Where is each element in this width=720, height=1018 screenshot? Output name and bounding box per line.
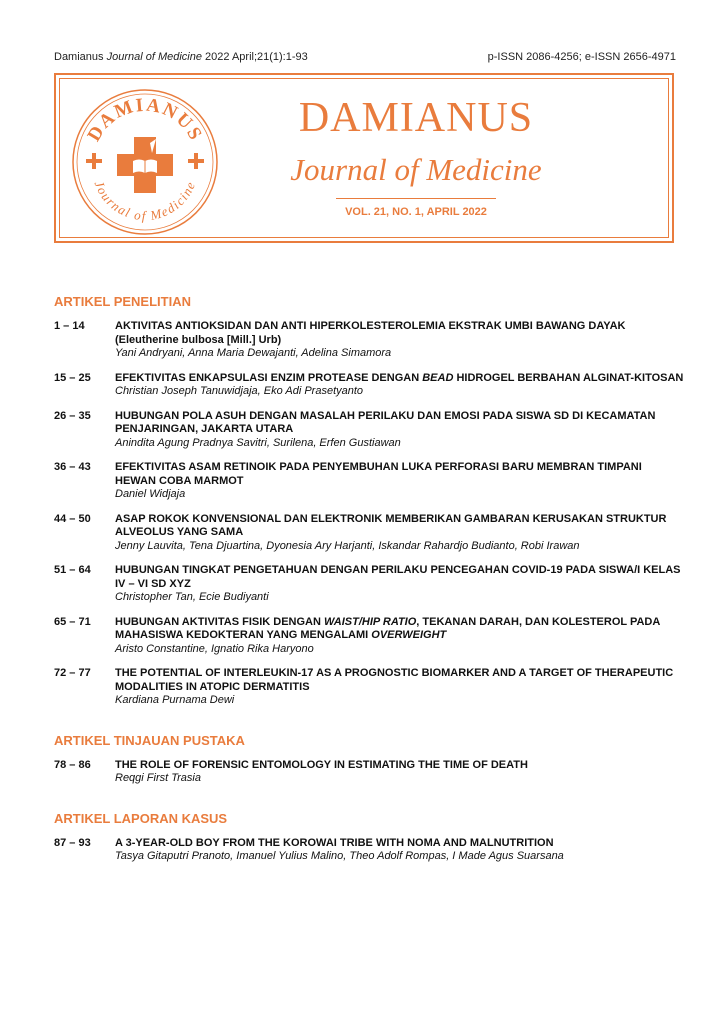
journal-logo-icon <box>70 87 220 237</box>
article-pages: 1 – 14 <box>54 320 85 332</box>
article-authors: Anindita Agung Pradnya Savitri, Surilena, Erfen Gustiawan <box>115 436 401 449</box>
article-authors: Kardiana Purnama Dewi <box>115 694 235 706</box>
article-authors: Aristo Constantine, Ignatio Rika Haryono <box>115 642 314 655</box>
article-pages: 36 – 43 <box>54 461 91 473</box>
volume-info: VOL. 21, NO. 1, APRIL 2022 <box>345 206 487 218</box>
logo-bottom-text: Journal of Medicine <box>91 178 199 224</box>
article-authors: Daniel Widjaja <box>115 488 186 500</box>
article-entry[interactable] <box>54 461 684 502</box>
article-entry[interactable] <box>54 759 684 786</box>
article-entry[interactable] <box>54 616 684 657</box>
article-entry[interactable] <box>54 667 684 708</box>
table-of-contents <box>54 294 684 875</box>
masthead-divider <box>336 198 496 199</box>
article-authors: Christopher Tan, Ecie Budiyanti <box>115 591 269 603</box>
article-title: EFEKTIVITAS ASAM RETINOIK PADA PENYEMBUHAN LUKA PERFORASI BARU MEMBRAN TIMPANI HEWAN COBA MARMOT <box>115 461 642 487</box>
article-title: A 3-YEAR-OLD BOY FROM THE KOROWAI TRIBE WITH NOMA AND MALNUTRITION <box>115 836 554 849</box>
article-title: THE ROLE OF FORENSIC ENTOMOLOGY IN ESTIMATING THE TIME OF DEATH <box>115 758 528 771</box>
logo-top-text: DAMIANUS <box>83 94 207 146</box>
article-authors: Christian Joseph Tanuwidjaja, Eko Adi Prasetyanto <box>115 385 364 397</box>
journal-subtitle: Journal of Medicine <box>290 152 542 187</box>
article-title: HUBUNGAN AKTIVITAS FISIK DENGAN WAIST/HIP RATIO, TEKANAN DARAH, DAN KOLESTEROL PADA MAHASISWA KEDOKTERAN YANG MENGALAMI OVERWEIGHT <box>115 615 660 641</box>
article-entry[interactable] <box>54 320 684 361</box>
article-pages: 15 – 25 <box>54 371 91 384</box>
article-entry[interactable] <box>54 410 684 451</box>
article-pages: 78 – 86 <box>54 758 91 771</box>
citation-text: Damianus Journal of Medicine 2022 April;21(1):1-93 <box>54 51 308 63</box>
article-entry[interactable] <box>54 837 684 864</box>
article-title: ASAP ROKOK KONVENSIONAL DAN ELEKTRONIK MEMBERIKAN GAMBARAN KERUSAKAN STRUKTUR ALVEOLUS YANG SAMA <box>115 512 667 538</box>
journal-masthead <box>54 73 674 243</box>
section-heading-research: ARTIKEL PENELITIAN <box>54 294 191 309</box>
article-title: THE POTENTIAL OF INTERLEUKIN-17 AS A PROGNOSTIC BIOMARKER AND A TARGET OF THERAPEUTIC MODALITIES IN ATOPIC DERMATITIS <box>115 667 674 693</box>
article-pages: 65 – 71 <box>54 615 91 628</box>
journal-title: DAMIANUS <box>298 95 534 141</box>
masthead-inner-frame <box>59 78 669 238</box>
article-authors: Jenny Lauvita, Tena Djuartina, Dyonesia Ary Harjanti, Iskandar Rahardjo Budianto, Robi Irawan <box>115 539 580 552</box>
article-authors: Yani Andryani, Anna Maria Dewajanti, Adelina Simamora <box>115 347 392 359</box>
article-pages: 44 – 50 <box>54 512 91 525</box>
article-title: AKTIVITAS ANTIOKSIDAN DAN ANTI HIPERKOLESTEROLEMIA EKSTRAK UMBI BAWANG DAYAK (Eleutherine bulbosa [Mill.] Urb) <box>115 320 626 346</box>
section-heading-review: ARTIKEL TINJAUAN PUSTAKA <box>54 732 245 748</box>
article-authors: Tasya Gitaputri Pranoto, Imanuel Yulius Malino, Theo Adolf Rompas, I Made Agus Suarsana <box>115 850 564 862</box>
article-entry[interactable] <box>54 372 684 399</box>
issn-text: p-ISSN 2086-4256; e-ISSN 2656-4971 <box>487 51 676 63</box>
article-pages: 72 – 77 <box>54 667 91 679</box>
article-title: HUBUNGAN TINGKAT PENGETAHUAN DENGAN PERILAKU PENCEGAHAN COVID-19 PADA SISWA/I KELAS IV – VI SD XYZ <box>115 564 681 590</box>
article-title: HUBUNGAN POLA ASUH DENGAN MASALAH PERILAKU DAN EMOSI PADA SISWA SD DI KECAMATAN PENJARINGAN, JAKARTA UTARA <box>115 409 656 435</box>
article-pages: 51 – 64 <box>54 564 91 576</box>
section-heading-case: ARTIKEL LAPORAN KASUS <box>54 810 228 826</box>
article-title: EFEKTIVITAS ENKAPSULASI ENZIM PROTEASE DENGAN BEAD HIDROGEL BERBAHAN ALGINAT-KITOSAN <box>115 371 684 384</box>
article-pages: 26 – 35 <box>54 409 91 422</box>
article-pages: 87 – 93 <box>54 836 91 849</box>
citation-header <box>54 51 676 63</box>
article-entry[interactable] <box>54 513 684 554</box>
article-authors: Reqgi First Trasia <box>115 772 201 784</box>
article-entry[interactable] <box>54 564 684 605</box>
